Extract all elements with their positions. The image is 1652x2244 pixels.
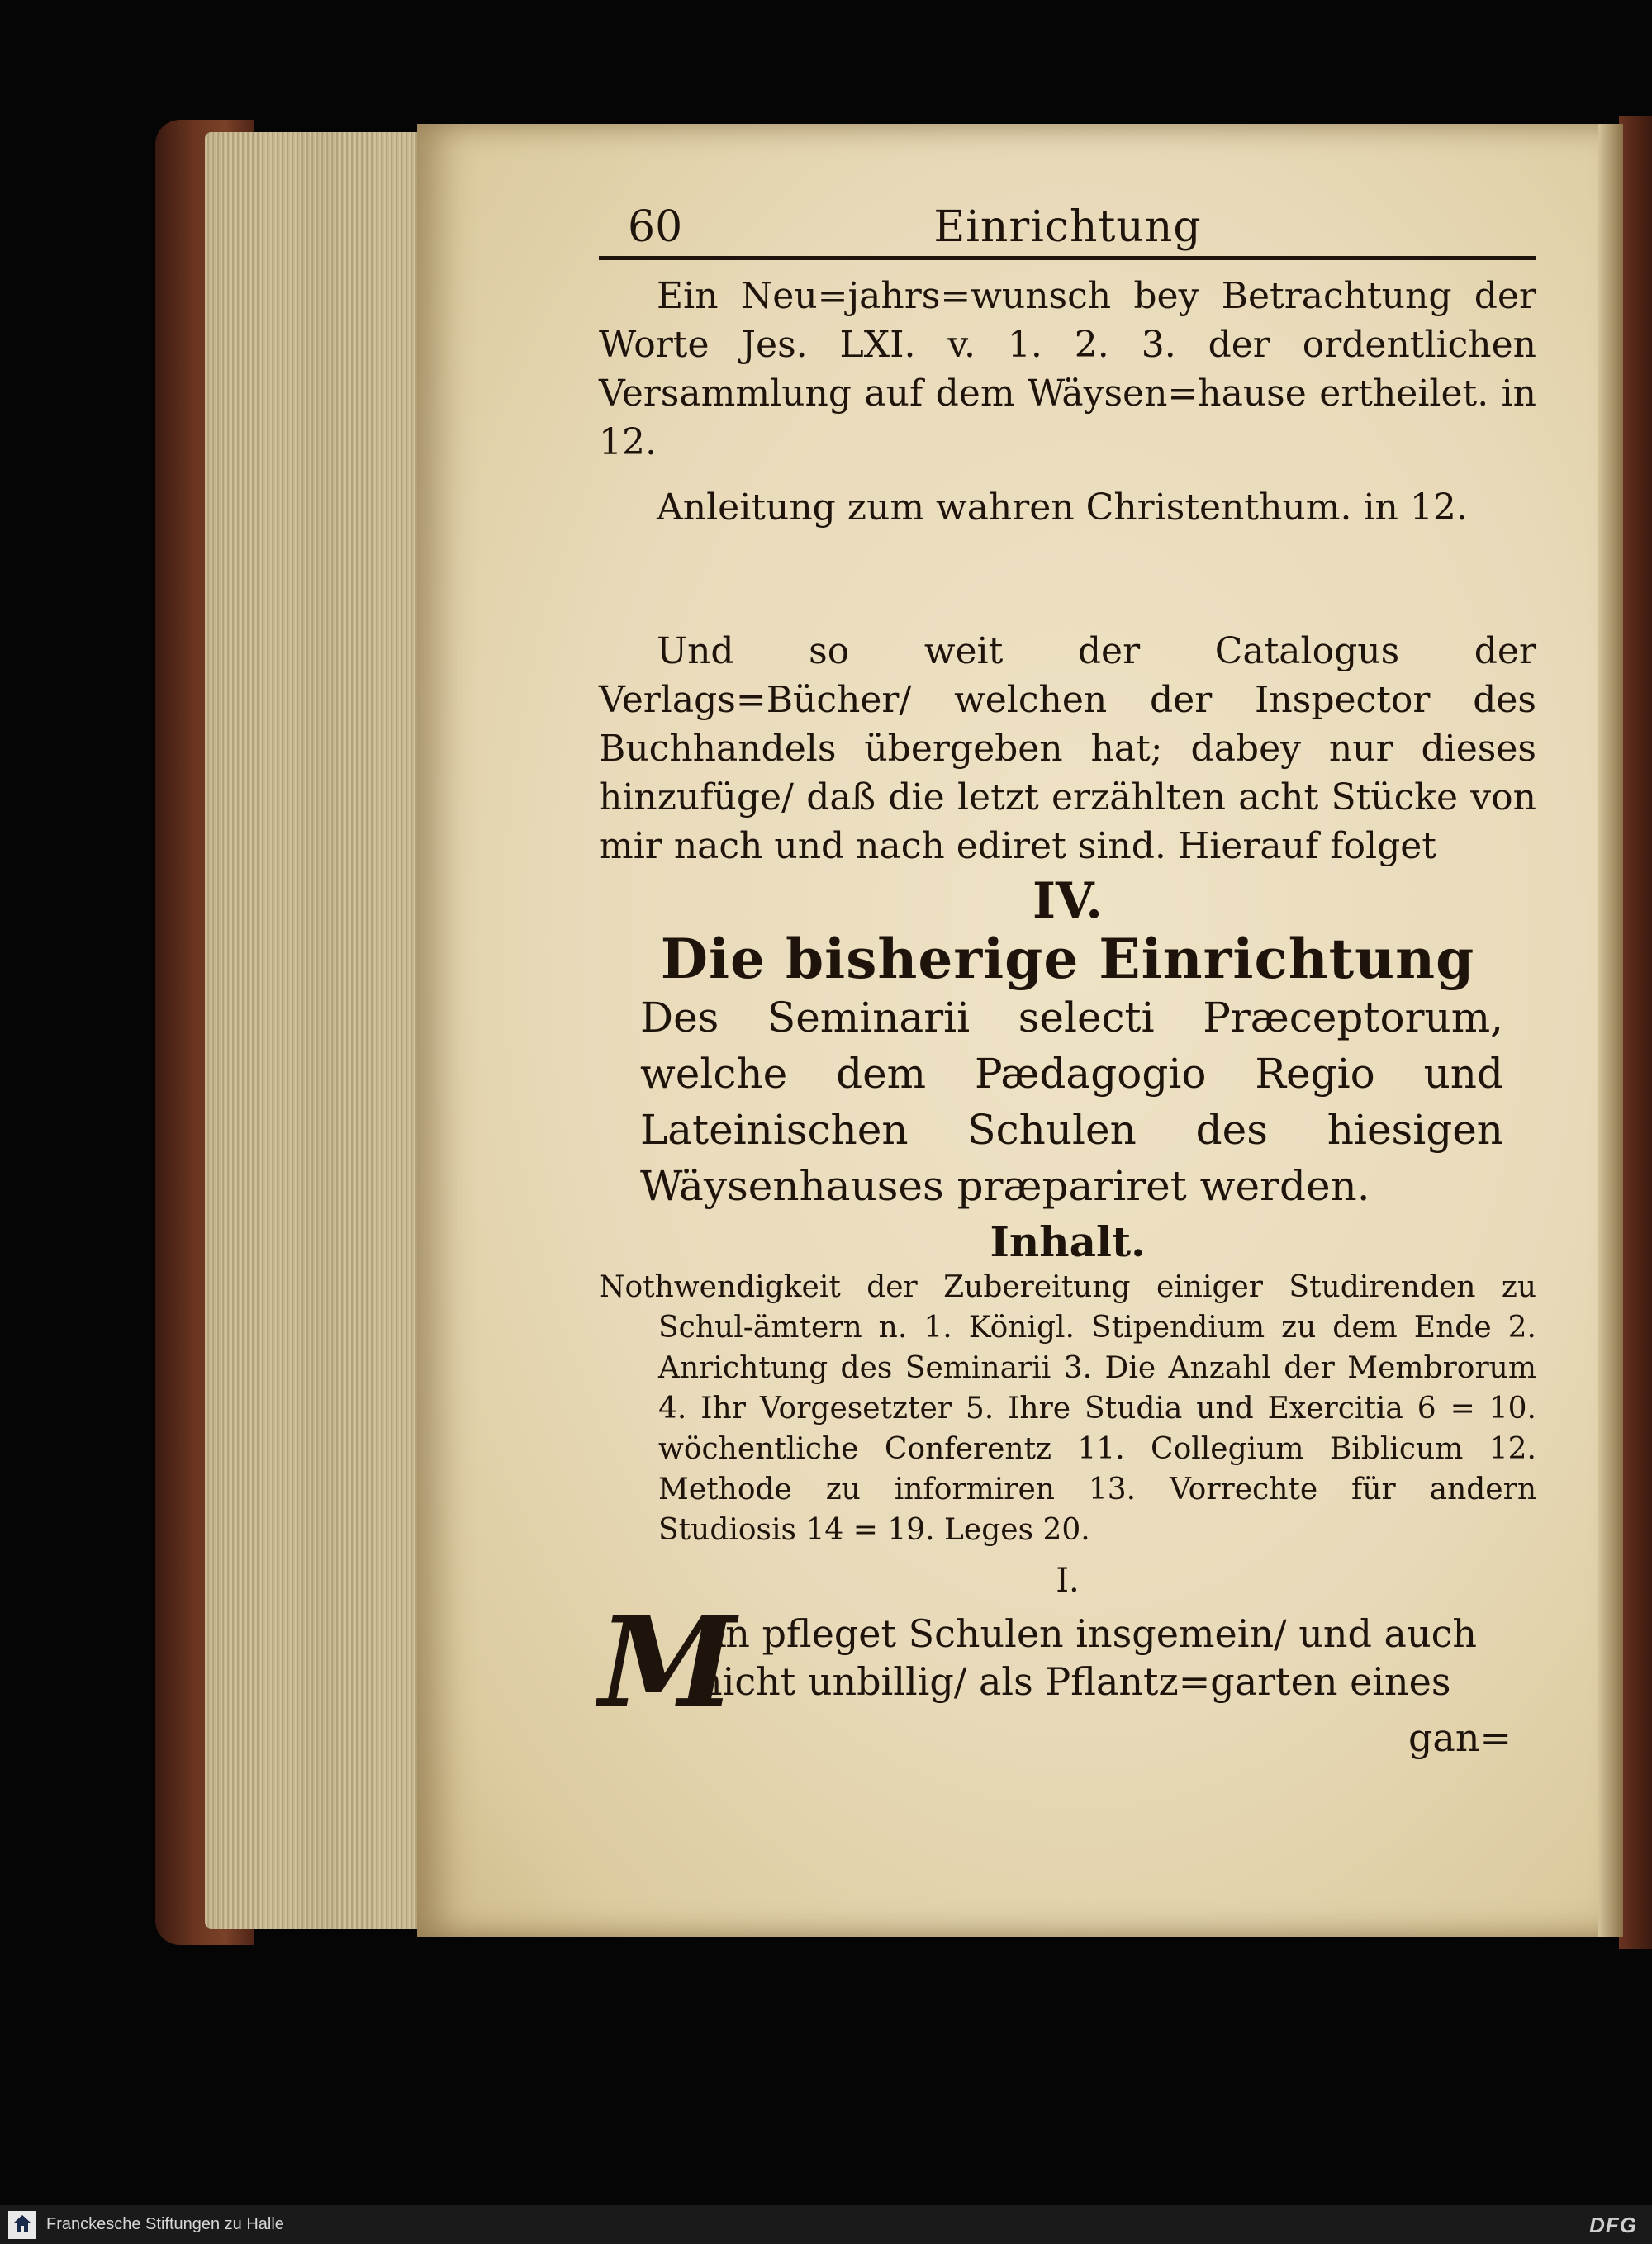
body-text: An pfleget Schulen insgemein/ und auch nicht unbillig/ als Pflantz=garten eines — [698, 1611, 1477, 1704]
footer-bar — [0, 2205, 1652, 2244]
section-subheading: Des Seminarii selecti Præceptorum, welche dem Pædagogio Regio und Lateinischen Schulen des hiesigen Wäysenhauses præpariret werden. — [640, 994, 1503, 1210]
subsection-number: I. — [1056, 1562, 1080, 1600]
body-paragraph — [599, 1590, 1536, 1735]
running-title: Einrichtung — [933, 202, 1202, 252]
page-text-block — [599, 198, 1536, 1762]
catalog-entry-new-year-wish: Ein Neu=jahrs=wunsch bey Betrachtung der Worte Jes. LXI. v. 1. 2. 3. der ordentlichen Versammlung auf dem Wäysen=hause ertheilet. in 12. — [599, 275, 1536, 463]
section-heading: Die bisherige Einrichtung — [660, 927, 1475, 991]
book-page — [417, 124, 1623, 1937]
running-head — [599, 198, 1536, 260]
institution-name: Franckesche Stiftungen zu Halle — [46, 2215, 284, 2233]
page-number: 60 — [628, 202, 683, 252]
contents-label: Inhalt. — [990, 1217, 1146, 1266]
building-icon — [8, 2211, 36, 2239]
contents-summary: Nothwendigkeit der Zubereitung einiger Studirenden zu Schul-ämtern n. 1. Königl. Stipendium zu dem Ende 2. Anrichtung des Seminarii 3. Die Anzahl der Membrorum 4. Ihr Vorgesetzter 5. Ihre Studia und Exercitia 6 = 10. wöchentliche Conferentz 11. Collegium Biblicum 12. Methode zu informiren 13. Vorrechte für andern Studiosis 14 = 19. Leges 20. — [599, 1270, 1536, 1547]
right-page-edge — [1598, 124, 1623, 1937]
institution-logo-icon — [8, 2211, 36, 2239]
closing-paragraph: Und so weit der Catalogus der Verlags=Bücher/ welchen der Inspector des Buchhandels übergeben hat; dabey nur dieses hinzufüge/ daß die letzt erzählten acht Stücke von mir nach und nach ediret sind. Hierauf folget — [599, 630, 1536, 867]
dfg-logo: DFG — [1589, 2213, 1637, 2237]
section-number: IV. — [1032, 872, 1104, 930]
drop-cap-initial: M — [599, 1590, 737, 1735]
book-cover-right — [1619, 116, 1652, 1949]
page-stack-edge — [205, 132, 428, 1929]
catchword: gan= — [1408, 1715, 1512, 1760]
catalog-entry-christenthum: Anleitung zum wahren Christenthum. in 12. — [657, 486, 1468, 529]
